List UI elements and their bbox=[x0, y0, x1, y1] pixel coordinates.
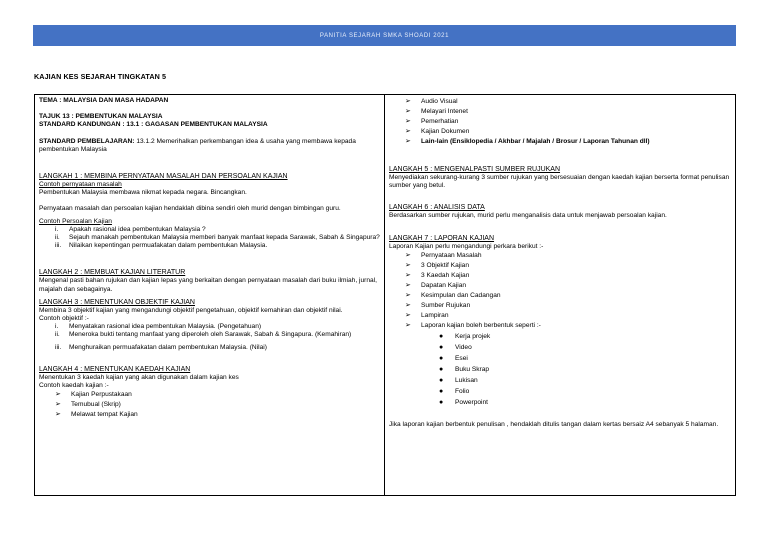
arrow-bullet-icon: ➢ bbox=[405, 128, 411, 135]
pernyataan-masalah: Pembentukan Malaysia membawa nikmat kepada negara. Bincangkan. bbox=[39, 189, 247, 197]
dot-bullet-icon: ● bbox=[439, 343, 444, 351]
langkah1-heading: LANGKAH 1 : MEMBINA PERNYATAAN MASALAH DAN PERSOALAN KAJIAN bbox=[39, 173, 288, 181]
list-item: i. Menyatakan rasional idea pembentukan Malaysia. (Pengetahuan) bbox=[55, 323, 262, 331]
list-item: ➢ Temubual (Skrip) bbox=[55, 401, 121, 409]
langkah6-heading: LANGKAH 6 : ANALISIS DATA bbox=[389, 204, 485, 212]
list-item: ➢ Dapatan Kajian bbox=[405, 281, 467, 289]
langkah6-text: Berdasarkan sumber rujukan, murid perlu menganalisis data untuk menjawab persoalan kajian. bbox=[389, 212, 667, 220]
langkah1-note: Pernyataan masalah dan persoalan kajian hendaklah dibina sendiri oleh murid dengan bimbingan guru. bbox=[39, 205, 341, 213]
list-item: ➢ Laporan kajian boleh berbentuk seperti :- bbox=[405, 321, 541, 329]
standard-pembelajaran-label: STANDARD PEMBELAJARAN: bbox=[39, 137, 135, 145]
list-item: ➢ Melawat tempat Kajian bbox=[55, 411, 138, 419]
arrow-bullet-icon: ➢ bbox=[405, 108, 411, 115]
tema: TEMA : MALAYSIA DAN MASA HADAPAN bbox=[39, 97, 169, 104]
arrow-bullet-icon: ➢ bbox=[55, 401, 61, 409]
list-item: ➢ Sumber Rujukan bbox=[405, 301, 471, 309]
list-item: iii. Nilaikan kepentingan permuafakatan dalam pembentukan Malaysia. bbox=[55, 242, 268, 250]
dot-bullet-icon: ● bbox=[439, 398, 444, 406]
list-item: ➢ Kajian Perpustakaan bbox=[55, 391, 132, 399]
list-item: ● Lukisan bbox=[439, 376, 478, 384]
list-item: ➢ Audio Visual bbox=[405, 98, 458, 105]
arrow-bullet-icon: ➢ bbox=[405, 251, 411, 259]
arrow-bullet-icon: ➢ bbox=[405, 261, 411, 269]
langkah3-text: Membina 3 objektif kajian yang mengandungi objektif pengetahuan, objektif kemahiran dan objektif nilai. bbox=[39, 306, 343, 314]
standard-pembelajaran-text: 13.1.2 Memerihalkan perkembangan idea & usaha yang membawa kepada pembentukan Malaysia bbox=[39, 137, 356, 153]
right-column bbox=[385, 95, 735, 495]
kaedah-list bbox=[55, 390, 380, 420]
langkah7-text: Laporan Kajian perlu mengandungi perkara berikut :- bbox=[389, 242, 544, 250]
arrow-bullet-icon: ➢ bbox=[55, 411, 61, 419]
contoh-persoalan-label: Contoh Persoalan Kajian bbox=[39, 217, 112, 225]
list-item: ➢ 3 Kaedah Kajian bbox=[405, 271, 470, 279]
dot-bullet-icon: ● bbox=[439, 387, 444, 395]
contoh-kaedah-label: Contoh kaedah kajian :- bbox=[39, 382, 109, 390]
langkah4-heading: LANGKAH 4 : MENENTUKAN KAEDAH KAJIAN bbox=[39, 365, 191, 373]
arrow-bullet-icon: ➢ bbox=[405, 311, 411, 319]
dot-bullet-icon: ● bbox=[439, 354, 444, 362]
objektif-list bbox=[55, 323, 380, 352]
standard-pembelajaran bbox=[39, 138, 380, 154]
list-item: iii. Menghuraikan permuafakatan dalam pembentukan Malaysia. (Nilai) bbox=[55, 343, 267, 351]
arrow-bullet-icon: ➢ bbox=[55, 391, 61, 399]
arrow-bullet-icon: ➢ bbox=[405, 138, 411, 145]
arrow-bullet-icon: ➢ bbox=[405, 321, 411, 329]
arrow-bullet-icon: ➢ bbox=[405, 271, 411, 279]
list-item: ➢ 3 Objektif Kajian bbox=[405, 261, 470, 269]
left-column bbox=[35, 95, 385, 495]
list-item: ● Buku Skrap bbox=[439, 365, 490, 373]
list-item: ii. Meneroka bukti tentang manfaat yang diperoleh oleh Sarawak, Sabah & Singapura. (Kemahiran) bbox=[55, 331, 352, 339]
arrow-bullet-icon: ➢ bbox=[405, 291, 411, 299]
standard-kandungan: STANDARD KANDUNGAN : 13.1 : GAGASAN PEMBENTUKAN MALAYSIA bbox=[39, 121, 268, 129]
content-table bbox=[34, 94, 736, 496]
contoh-objektif-label: Contoh objektif :- bbox=[39, 315, 89, 323]
langkah2-heading: LANGKAH 2 : MEMBUAT KAJIAN LITERATUR bbox=[39, 269, 186, 277]
list-item: i. Apakah rasional idea pembentukan Malaysia ? bbox=[55, 225, 206, 233]
langkah4-text: Menentukan 3 kaedah kajian yang akan digunakan dalam kajian kes bbox=[39, 373, 239, 381]
kaedah-lanjutan-list bbox=[405, 97, 731, 147]
arrow-bullet-icon: ➢ bbox=[405, 118, 411, 125]
list-item: ● Folio bbox=[439, 387, 470, 395]
list-item: ➢ Kesimpulan dan Cadangan bbox=[405, 291, 501, 299]
langkah3-heading: LANGKAH 3 : MENENTUKAN OBJEKTIF KAJIAN bbox=[39, 298, 195, 306]
document-title: KAJIAN KES SEJARAH TINGKATAN 5 bbox=[34, 72, 167, 81]
list-item: ➢ Lampiran bbox=[405, 311, 449, 319]
list-item: ● Kerja projek bbox=[439, 332, 491, 340]
list-item: ● Video bbox=[439, 343, 472, 351]
dot-bullet-icon: ● bbox=[439, 365, 444, 373]
arrow-bullet-icon: ➢ bbox=[405, 281, 411, 289]
persoalan-list bbox=[55, 226, 380, 251]
list-item: ➢ Lain-lain (Ensiklopedia / Akhbar / Majalah / Brosur / Laporan Tahunan dll) bbox=[405, 138, 650, 145]
langkah7-heading: LANGKAH 7 : LAPORAN KAJIAN bbox=[389, 234, 495, 242]
list-item: ii. Sejauh manakah pembentukan Malaysia memberi banyak manfaat kepada Sarawak, Sabah & Singapura? bbox=[55, 234, 380, 242]
arrow-bullet-icon: ➢ bbox=[405, 301, 411, 309]
langkah2-text: Mengenal pasti bahan rujukan dan kajian lepas yang berkaitan dengan pernyataan masalah dari buku ilmiah, jurnal, majalah dan sebagainya. bbox=[39, 277, 377, 293]
dot-bullet-icon: ● bbox=[439, 376, 444, 384]
langkah5-heading: LANGKAH 5 : MENGENALPASTI SUMBER RUJUKAN bbox=[389, 166, 561, 173]
list-item: ➢ Pemerhatian bbox=[405, 118, 459, 125]
list-item: ➢ Kajian Dokumen bbox=[405, 128, 470, 135]
tajuk: TAJUK 13 : PEMBENTUKAN MALAYSIA bbox=[39, 113, 163, 121]
banner-text: PANITIA SEJARAH SMKA SHOADI 2021 bbox=[319, 32, 450, 39]
list-item: ➢ Melayari Intenet bbox=[405, 108, 468, 115]
list-item: ➢ Pernyataan Masalah bbox=[405, 251, 482, 259]
laporan-nota: Jika laporan kajian berbentuk penulisan , hendaklah ditulis tangan dalam kertas bersaiz A4 sebanyak 5 halaman. bbox=[389, 420, 719, 428]
bentuk-list bbox=[439, 331, 731, 408]
dot-bullet-icon: ● bbox=[439, 332, 444, 340]
langkah5-text: Menyediakan sekurang-kurang 3 sumber rujukan yang bersesuaian dengan kaedah kajian berserta format penulisan sumber yang betul. bbox=[389, 174, 730, 190]
list-item: ● Powerpoint bbox=[439, 398, 488, 406]
perkara-list bbox=[405, 251, 731, 331]
arrow-bullet-icon: ➢ bbox=[405, 98, 411, 105]
list-item: ● Esei bbox=[439, 354, 468, 362]
contoh-pernyataan-label: Contoh pernyataan masalah bbox=[39, 181, 122, 189]
header-banner bbox=[33, 25, 736, 46]
